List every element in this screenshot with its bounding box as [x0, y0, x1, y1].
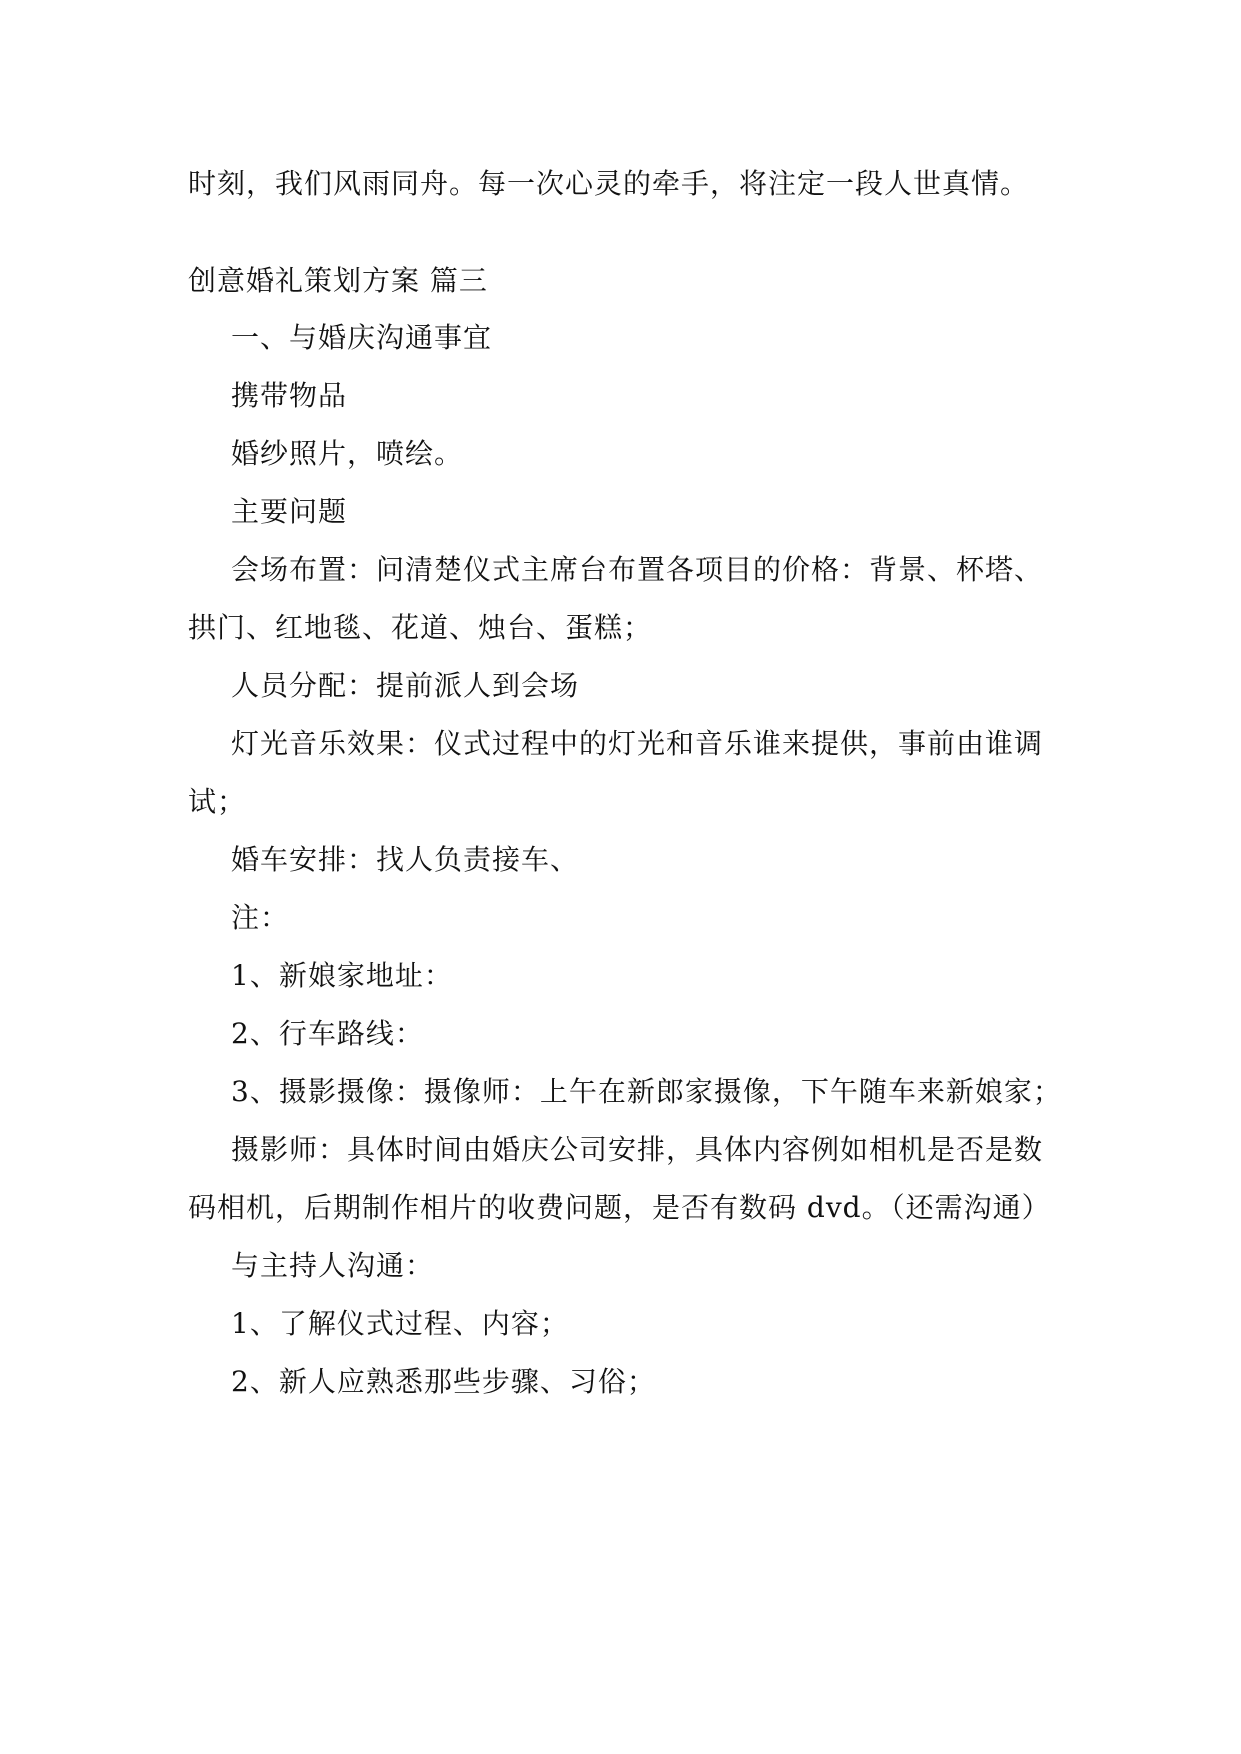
list-item: 2、行车路线：	[231, 1017, 424, 1050]
list-item: 1、新娘家地址：	[231, 959, 453, 992]
list-item: 1、了解仪式过程、内容；	[231, 1307, 569, 1340]
paragraph-line: 注：	[231, 901, 290, 934]
paragraph-line: 主要问题	[231, 495, 348, 528]
paragraph-line: 时刻，我们风雨同舟。每一次心灵的牵手，将注定一段人世真情。	[188, 167, 1030, 200]
paragraph-line: 拱门、红地毯、花道、烛台、蛋糕；	[188, 611, 653, 644]
list-item: 2、新人应熟悉那些步骤、习俗；	[231, 1365, 656, 1398]
paragraph-line: 灯光音乐效果：仪式过程中的灯光和音乐谁来提供，事前由谁调	[231, 727, 1044, 760]
paragraph-line: 会场布置：问清楚仪式主席台布置各项目的价格：背景、杯塔、	[231, 553, 1044, 586]
section-title: 创意婚礼策划方案 篇三	[188, 264, 488, 297]
paragraph-line: 婚车安排：找人负责接车、	[231, 843, 580, 876]
paragraph-line: 与主持人沟通：	[231, 1249, 435, 1282]
paragraph-line: 摄影师：具体时间由婚庆公司安排，具体内容例如相机是否是数	[231, 1133, 1044, 1166]
paragraph-line: 携带物品	[231, 379, 348, 412]
list-item: 3、摄影摄像：摄像师：上午在新郎家摄像，下午随车来新娘家；	[231, 1075, 1062, 1108]
paragraph-line: 试；	[188, 785, 247, 818]
paragraph-line: 人员分配：提前派人到会场	[231, 669, 580, 702]
paragraph-line: 婚纱照片，喷绘。	[231, 437, 464, 470]
paragraph-line: 码相机，后期制作相片的收费问题，是否有数码 dvd。（还需沟通）	[188, 1191, 1051, 1224]
heading-line: 一、与婚庆沟通事宜	[231, 321, 493, 354]
